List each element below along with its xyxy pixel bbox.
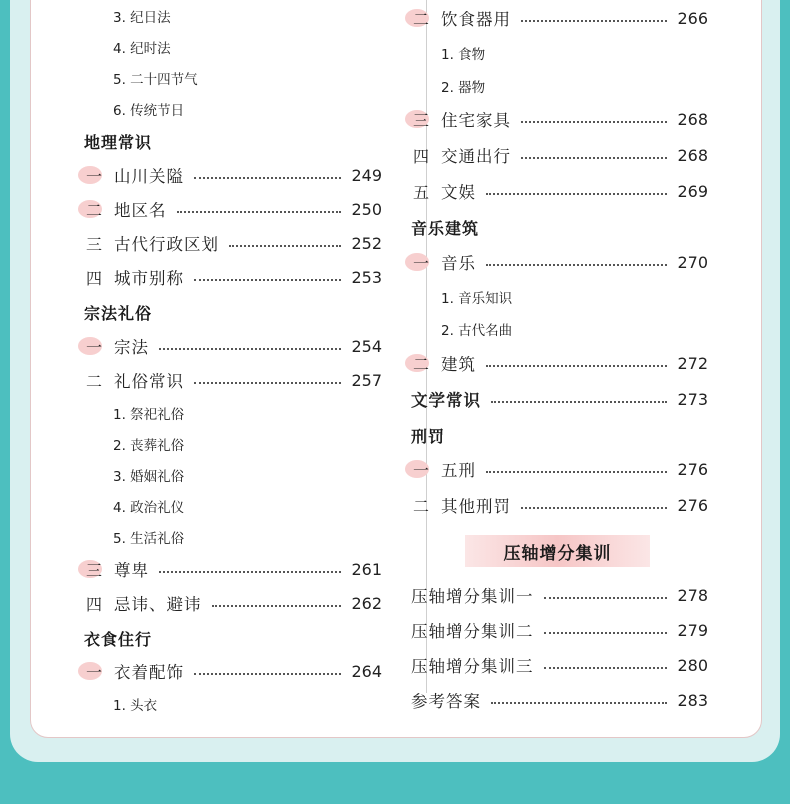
- toc-subitem: 3. 纪日法: [113, 10, 171, 26]
- dot-leader: [194, 382, 341, 384]
- section-banner: 压轴增分集训: [465, 535, 650, 567]
- page-number: 276: [677, 495, 708, 515]
- toc-section-heading: 衣食住行: [84, 630, 153, 649]
- toc-entry[interactable]: [411, 349, 708, 377]
- entry-title: 其他刑罚: [441, 497, 511, 516]
- toc-entry[interactable]: [411, 686, 708, 714]
- dot-leader: [544, 632, 668, 634]
- entry-number: 二: [411, 352, 431, 375]
- dot-leader: [212, 605, 342, 607]
- page-number: 273: [677, 389, 708, 409]
- page-number: 262: [351, 593, 382, 613]
- entry-number: 二: [411, 7, 431, 30]
- page-number: 268: [677, 109, 708, 129]
- dot-leader: [544, 597, 668, 599]
- entry-title: 山川关隘: [114, 167, 184, 186]
- page-number: 253: [351, 267, 382, 287]
- entry-title: 五刑: [441, 461, 476, 480]
- page-number: 280: [677, 655, 708, 675]
- entry-title: 饮食器用: [441, 10, 511, 29]
- toc-subitem: 1. 祭祀礼俗: [113, 407, 185, 423]
- dot-leader: [486, 365, 667, 367]
- toc-entry[interactable]: [84, 366, 382, 394]
- toc-entry[interactable]: [84, 657, 382, 685]
- entry-title: 忌讳、避讳: [114, 595, 202, 614]
- entry-title: 文学常识: [411, 391, 481, 410]
- page-number: 254: [351, 336, 382, 356]
- entry-number: 四: [85, 594, 102, 614]
- toc-entry[interactable]: [411, 385, 708, 413]
- dot-leader: [194, 177, 341, 179]
- toc-section-heading: 宗法礼俗: [84, 304, 153, 323]
- page-number: 279: [677, 620, 708, 640]
- entry-title: 礼俗常识: [114, 372, 184, 391]
- dot-leader: [486, 193, 667, 195]
- toc-entry[interactable]: [411, 581, 708, 609]
- entry-number: 二: [412, 496, 429, 516]
- dot-leader: [491, 401, 667, 403]
- entry-title: 尊卑: [114, 561, 149, 580]
- entry-number: 一: [411, 458, 431, 481]
- toc-entry[interactable]: [411, 4, 708, 32]
- toc-subitem: 2. 器物: [441, 80, 486, 96]
- entry-number: 二: [85, 371, 102, 391]
- toc-entry[interactable]: [411, 248, 708, 276]
- page-number: 257: [351, 370, 382, 390]
- toc-subitem: 3. 婚姻礼俗: [113, 469, 185, 485]
- entry-number: 五: [412, 182, 429, 202]
- entry-title: 宗法: [114, 338, 149, 357]
- entry-title: 古代行政区划: [114, 235, 219, 254]
- toc-entry[interactable]: [84, 555, 382, 583]
- dot-leader: [521, 121, 667, 123]
- toc-entry[interactable]: [411, 491, 708, 519]
- entry-number: 四: [85, 268, 102, 288]
- toc-entry[interactable]: [84, 263, 382, 291]
- dot-leader: [544, 667, 668, 669]
- page-number: 270: [677, 252, 708, 272]
- toc-entry[interactable]: [411, 616, 708, 644]
- toc-entry[interactable]: [411, 455, 708, 483]
- page-number: 276: [677, 459, 708, 479]
- toc-subitem: 6. 传统节日: [113, 103, 185, 119]
- dot-leader: [177, 211, 342, 213]
- toc-entry[interactable]: [84, 195, 382, 223]
- dot-leader: [491, 702, 667, 704]
- entry-title: 压轴增分集训二: [411, 622, 534, 641]
- dot-leader: [159, 348, 341, 350]
- toc-subitem: 1. 头衣: [113, 698, 158, 714]
- toc-subitem: 4. 政治礼仪: [113, 500, 185, 516]
- entry-number: 二: [84, 198, 104, 221]
- toc-entry[interactable]: [411, 177, 708, 205]
- page-number: 268: [677, 145, 708, 165]
- page-number: 261: [351, 559, 382, 579]
- entry-title: 地区名: [114, 201, 167, 220]
- dot-leader: [159, 571, 341, 573]
- page-number: 249: [351, 165, 382, 185]
- entry-number: 三: [411, 108, 431, 131]
- entry-title: 参考答案: [411, 692, 481, 711]
- page-number: 252: [351, 233, 382, 253]
- entry-number: 一: [411, 251, 431, 274]
- dot-leader: [521, 20, 667, 22]
- toc-subitem: 4. 纪时法: [113, 41, 171, 57]
- toc-entry[interactable]: [411, 105, 708, 133]
- page-number: 269: [677, 181, 708, 201]
- entry-title: 建筑: [441, 355, 476, 374]
- entry-title: 交通出行: [441, 147, 511, 166]
- entry-title: 文娱: [441, 183, 476, 202]
- page-number: 264: [351, 661, 382, 681]
- entry-title: 住宅家具: [441, 111, 511, 130]
- dot-leader: [521, 157, 667, 159]
- dot-leader: [194, 279, 341, 281]
- toc-entry[interactable]: [84, 332, 382, 360]
- dot-leader: [486, 264, 667, 266]
- toc-entry[interactable]: [411, 651, 708, 679]
- toc-entry[interactable]: [84, 589, 382, 617]
- toc-subitem: 2. 丧葬礼俗: [113, 438, 185, 454]
- dot-leader: [229, 245, 341, 247]
- toc-entry[interactable]: [84, 161, 382, 189]
- toc-entry[interactable]: [84, 229, 382, 257]
- page-number: 266: [677, 8, 708, 28]
- entry-title: 衣着配饰: [114, 663, 184, 682]
- entry-number: 一: [84, 660, 104, 683]
- entry-number: 三: [85, 234, 102, 254]
- entry-title: 音乐: [441, 254, 476, 273]
- entry-title: 压轴增分集训一: [411, 587, 534, 606]
- page-number: 250: [351, 199, 382, 219]
- entry-number: 四: [412, 146, 429, 166]
- toc-section-heading: 音乐建筑: [411, 219, 480, 238]
- entry-number: 三: [84, 558, 104, 581]
- toc-section-heading: 刑罚: [411, 427, 446, 446]
- dot-leader: [486, 471, 667, 473]
- dot-leader: [194, 673, 341, 675]
- page-number: 278: [677, 585, 708, 605]
- entry-title: 压轴增分集训三: [411, 657, 534, 676]
- entry-title: 城市别称: [114, 269, 184, 288]
- dot-leader: [521, 507, 667, 509]
- page-number: 272: [677, 353, 708, 373]
- entry-number: 一: [84, 335, 104, 358]
- toc-section-heading: 地理常识: [84, 133, 153, 152]
- toc-subitem: 2. 古代名曲: [441, 323, 513, 339]
- entry-number: 一: [84, 164, 104, 187]
- toc-subitem: 1. 音乐知识: [441, 291, 513, 307]
- page-number: 283: [677, 690, 708, 710]
- toc-subitem: 5. 二十四节气: [113, 72, 198, 88]
- toc-subitem: 5. 生活礼俗: [113, 531, 185, 547]
- toc-entry[interactable]: [411, 141, 708, 169]
- toc-subitem: 1. 食物: [441, 47, 486, 63]
